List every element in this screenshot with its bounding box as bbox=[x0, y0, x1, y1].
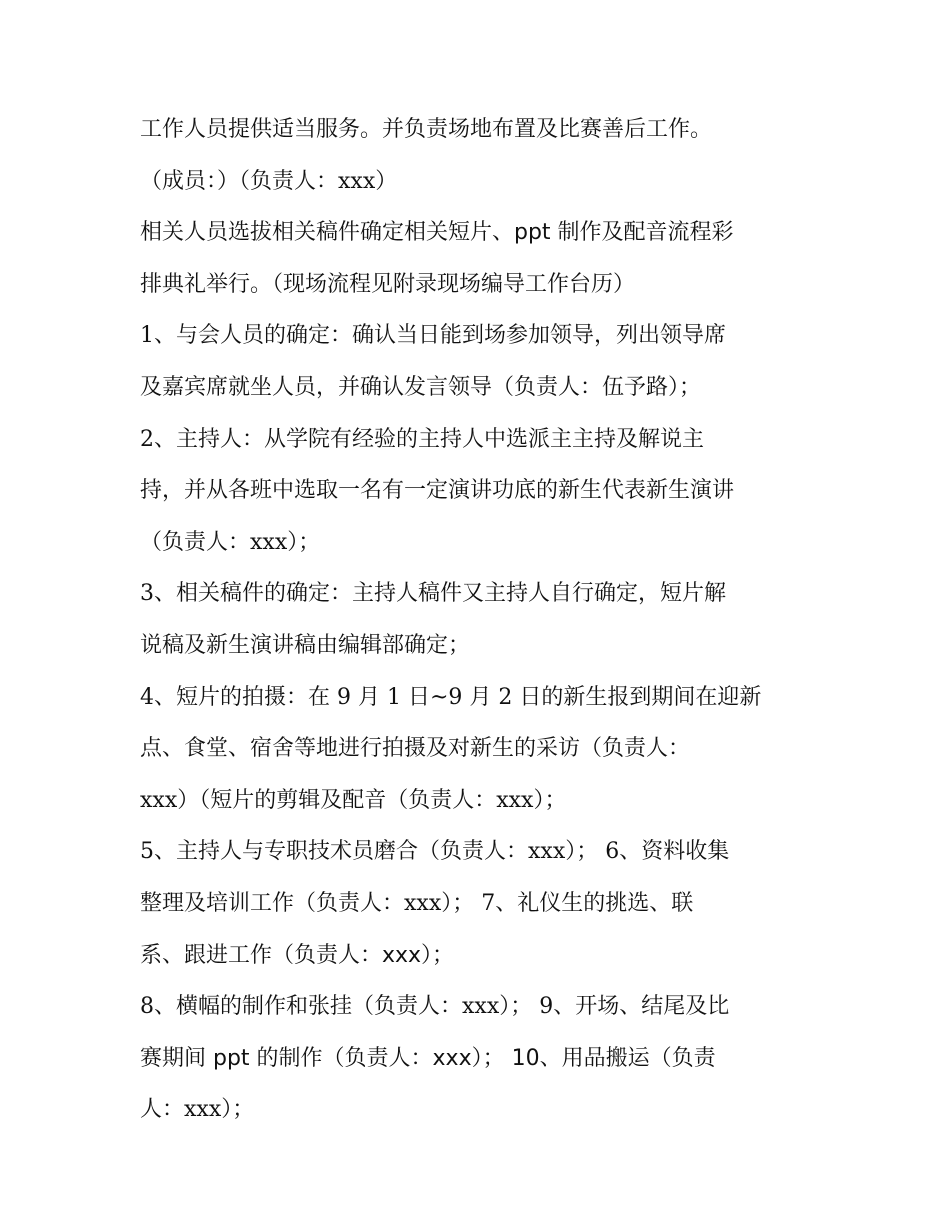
text-line: （成员：）（负责人：xxx） bbox=[140, 168, 398, 194]
text-line: 整理及培训工作（负责人：xxx）； 7、礼仪生的挑选、联 bbox=[140, 890, 694, 916]
text-line: 说稿及新生演讲稿由编辑部确定； bbox=[140, 632, 471, 658]
list-item-2: 2、主持人：从学院有经验的主持人中选派主主持及解说主 bbox=[140, 426, 704, 452]
document-body bbox=[140, 104, 820, 1136]
list-item-3: 3、相关稿件的确定：主持人稿件又主持人自行确定，短片解 bbox=[140, 581, 726, 607]
text-line: 系、跟进工作（负责人：xxx）； bbox=[140, 942, 455, 968]
list-item-8: 8、横幅的制作和张挂（负责人：xxx）； 9、开场、结尾及比 bbox=[140, 994, 730, 1020]
text-line: 相关人员选拔相关稿件确定相关短片、ppt 制作及配音流程彩 bbox=[140, 220, 734, 246]
list-item-1: 1、与会人员的确定：确认当日能到场参加领导，列出领导席 bbox=[140, 323, 726, 349]
text-line: 人：xxx）； bbox=[140, 1097, 255, 1123]
text-line: 及嘉宾席就坐人员，并确认发言领导（负责人：伍予路）； bbox=[140, 374, 702, 400]
text-line: （负责人：xxx）； bbox=[140, 529, 321, 555]
text-line: 持，并从各班中选取一名有一定演讲功底的新生代表新生演讲 bbox=[140, 478, 735, 504]
list-item-4: 4、短片的拍摄：在 9 月 1 日~9 月 2 日的新生报到期间在迎新 bbox=[140, 684, 762, 710]
text-line: xxx）（短片的剪辑及配音（负责人：xxx）； bbox=[140, 787, 567, 813]
text-line: 工作人员提供适当服务。并负责场地布置及比赛善后工作。 bbox=[140, 117, 713, 142]
text-line: 排典礼举行。（现场流程见附录现场编导工作台历） bbox=[140, 271, 636, 297]
list-item-5: 5、主持人与专职技术员磨合（负责人：xxx）； 6、资料收集 bbox=[140, 839, 730, 865]
text-line: 赛期间 ppt 的制作（负责人：xxx）； 10、用品搬运（负责 bbox=[140, 1045, 716, 1071]
text-line: 点、食堂、宿舍等地进行拍摄及对新生的采访（负责人： bbox=[140, 736, 691, 762]
